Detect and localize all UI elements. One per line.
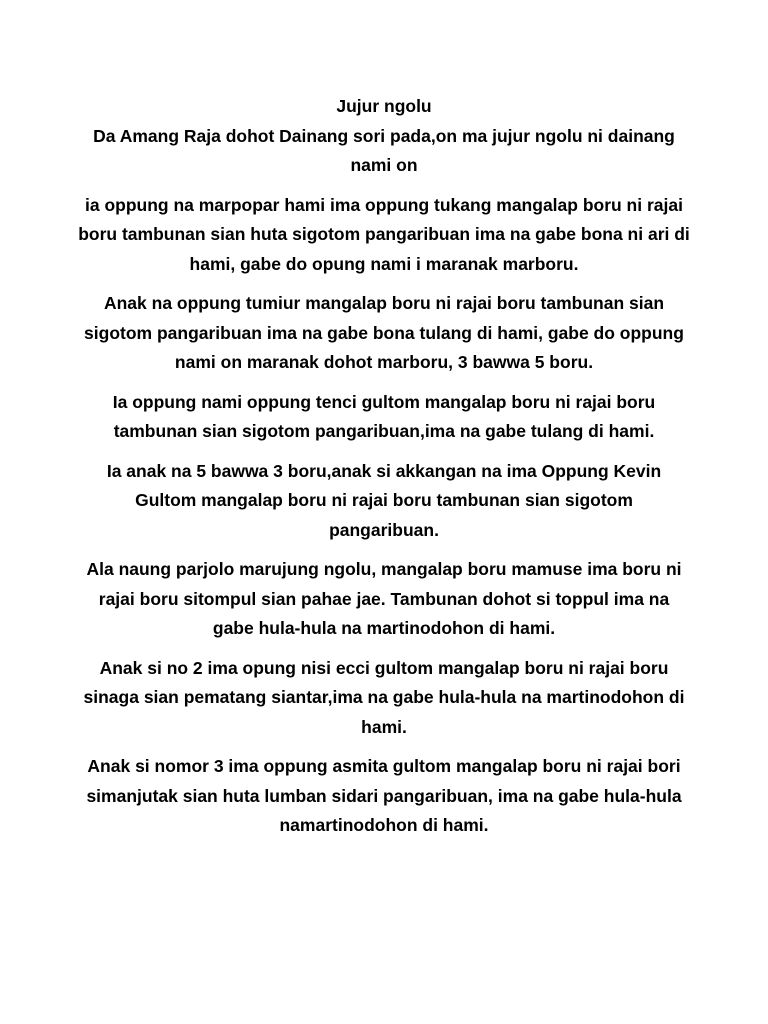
paragraph-5: Ala naung parjolo marujung ngolu, mangalap boru mamuse ima boru ni rajai boru sitompul sian pahae jae. Tambunan dohot si toppul ima na gabe hula-hula na martinodohon di hami. — [86, 559, 682, 638]
paragraph-3: Ia oppung nami oppung tenci gultom mangalap boru ni rajai boru tambunan sian sigotom pangaribuan,ima na gabe tulang di hami. — [112, 391, 656, 441]
paragraph-7: Anak si nomor 3 ima oppung asmita gultom mangalap boru ni rajai bori simanjutak sian huta lumban sidari pangaribuan, ima na gabe hula-hula namartinodohon di hami. — [86, 756, 682, 835]
paragraph-4: Ia anak na 5 bawwa 3 boru,anak si akkangan na ima Oppung Kevin Gultom mangalap boru ni rajai boru tambunan sian sigotom pangaribuan. — [106, 460, 662, 540]
paragraph-1: ia oppung na marpopar hami ima oppung tukang mangalap boru ni rajai boru tambunan sian huta sigotom pangaribuan ima na gabe bona ni ari di hami, gabe do opung nami i maranak marboru. — [78, 194, 690, 274]
document-subtitle: Da Amang Raja dohot Dainang sori pada,on ma jujur ngolu ni dainang nami on — [93, 125, 675, 175]
paragraph-6: Anak si no 2 ima opung nisi ecci gultom mangalap boru ni rajai boru sinaga sian pematang siantar,ima na gabe hula-hula na martinodohon di hami. — [83, 657, 685, 737]
title-block — [78, 92, 690, 181]
document-body — [78, 92, 690, 851]
document-title: Jujur ngolu — [336, 96, 432, 116]
paragraph-2: Anak na oppung tumiur mangalap boru ni rajai boru tambunan sian sigotom pangaribuan ima na gabe bona tulang di hami, gabe do oppung nami on maranak dohot marboru, 3 bawwa 5 boru. — [84, 293, 684, 372]
